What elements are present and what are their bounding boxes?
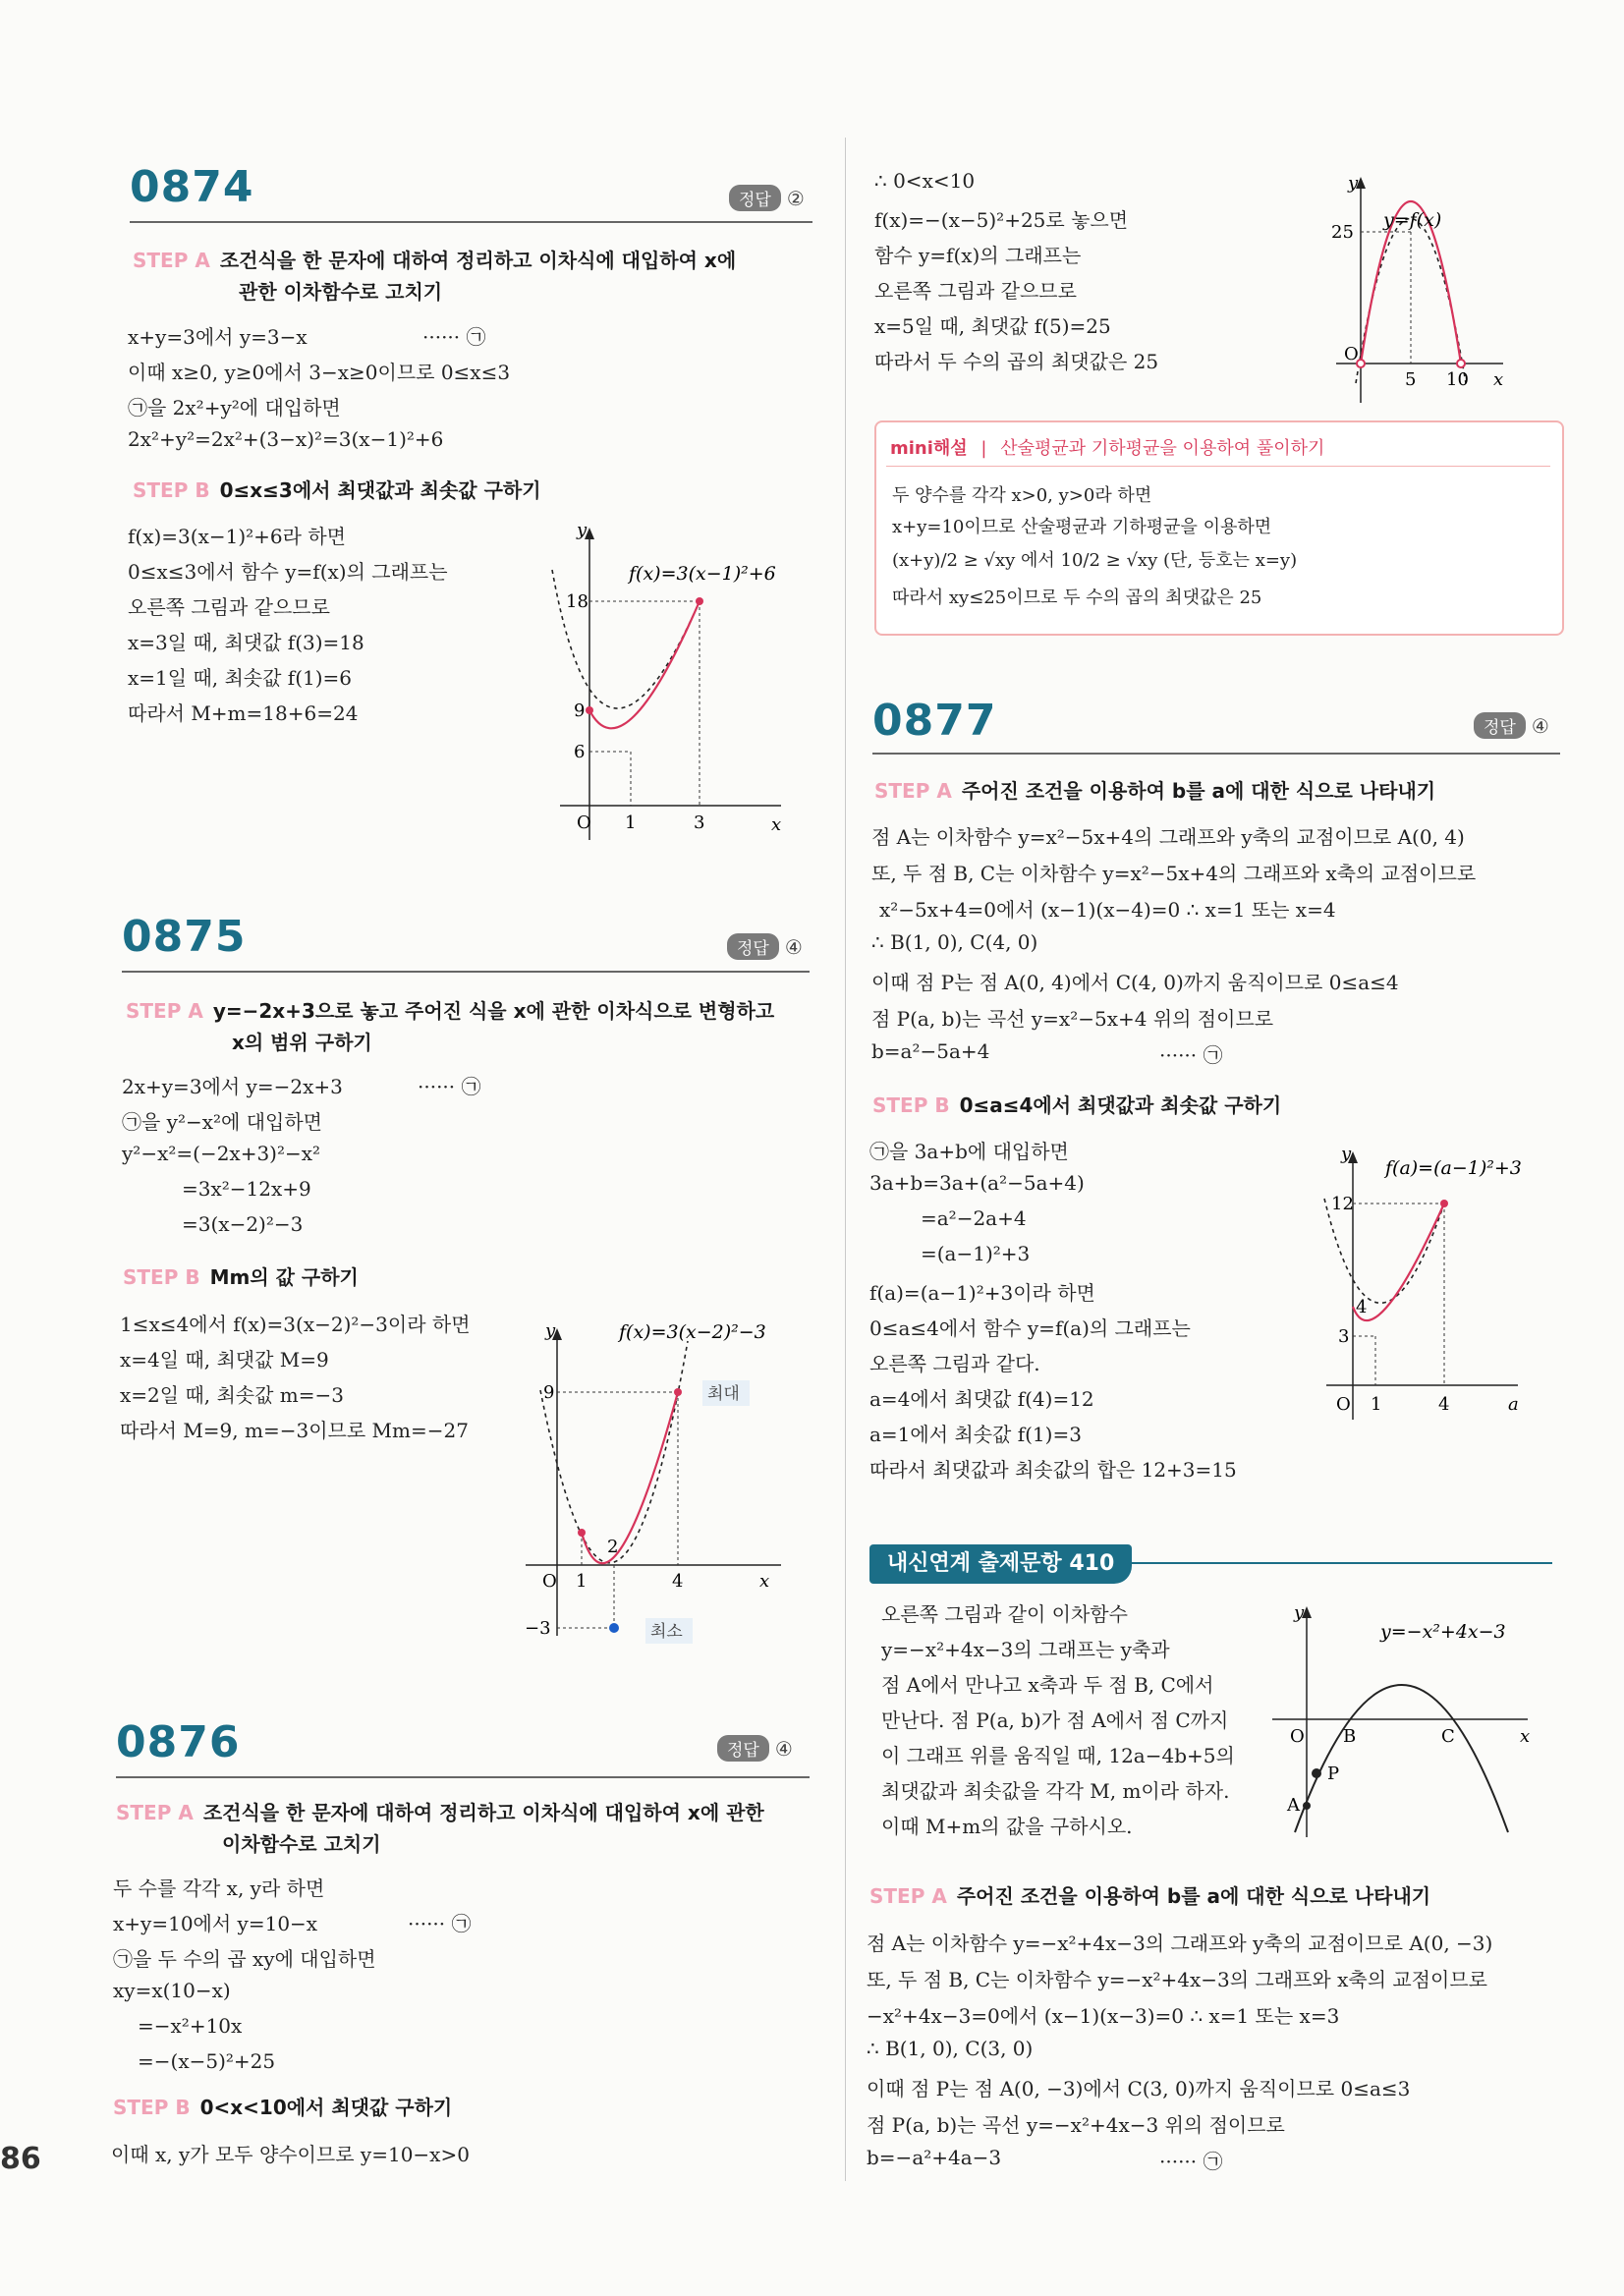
function-label: f(a)=(a−1)²+3 — [1385, 1157, 1522, 1179]
function-label: y=−x²+4x−3 — [1380, 1621, 1506, 1643]
text-line: x+y=3에서 y=3−x — [128, 325, 308, 349]
question-line: 점 A에서 만나고 x축과 두 점 B, C에서 — [881, 1673, 1214, 1697]
text-line: b=−a²+4a−3 — [867, 2146, 1002, 2169]
max-label: 최대 — [707, 1384, 740, 1404]
text-line: =−x²+10x — [138, 2014, 243, 2038]
step-label: STEP A — [869, 1884, 947, 1908]
tick-2: 2 — [607, 1537, 619, 1557]
tick-4x: 4 — [1438, 1394, 1450, 1415]
text-line: x=3일 때, 최댓값 f(3)=18 — [128, 631, 364, 654]
equation-marker: ······ ㉠ — [408, 1912, 472, 1935]
mini-line: (x+y)/2 ≥ √xy 에서 10/2 ≥ √xy (단, 등호는 x=y) — [892, 550, 1298, 571]
step-b-0876 — [113, 2093, 452, 2123]
step-label: STEP A — [116, 1801, 194, 1824]
step-label: STEP B — [113, 2096, 191, 2119]
text-line: =(a−1)²+3 — [921, 1242, 1031, 1265]
step-b-0875 — [123, 1262, 359, 1293]
tick-3: 3 — [1338, 1326, 1350, 1347]
text-line: =a²−2a+4 — [921, 1206, 1027, 1230]
mini-line: 따라서 xy≤25이므로 두 수의 곱의 최댓값은 25 — [892, 588, 1262, 608]
tick-4: 4 — [1356, 1297, 1368, 1317]
answer-tag: 정답 — [727, 933, 779, 960]
text-line: x=2일 때, 최솟값 m=−3 — [120, 1383, 344, 1407]
text-line: 따라서 M+m=18+6=24 — [128, 701, 359, 725]
answer-0876 — [717, 1735, 793, 1762]
x-label: a — [1508, 1394, 1519, 1415]
problem-number-0875: 0875 — [122, 912, 247, 962]
label-a: A — [1287, 1795, 1300, 1816]
text-line: 이때 x, y가 모두 양수이므로 y=10−x>0 — [111, 2143, 470, 2166]
mini-line: 두 양수를 각각 x>0, y>0라 하면 — [892, 485, 1152, 506]
text-line: 2x+y=3에서 y=−2x+3 — [122, 1075, 343, 1098]
text-line: ∴ B(1, 0), C(4, 0) — [871, 930, 1038, 954]
text-line: 점 A는 이차함수 y=x²−5x+4의 그래프와 y축의 교점이므로 A(0, 4) — [871, 825, 1465, 849]
text-line: −x²+4x−3=0에서 (x−1)(x−3)=0 ∴ x=1 또는 x=3 — [867, 2004, 1340, 2028]
text-line: 따라서 최댓값과 최솟값의 합은 12+3=15 — [869, 1458, 1237, 1482]
text-line: b=a²−5a+4 — [871, 1039, 990, 1063]
text-line: xy=x(10−x) — [113, 1979, 231, 2002]
step-title: 0≤a≤4에서 최댓값과 최솟값 구하기 — [959, 1093, 1282, 1117]
answer-tag: 정답 — [717, 1735, 769, 1762]
origin-label: O — [542, 1571, 557, 1592]
step-title: 주어진 조건을 이용하여 b를 a에 대한 식으로 나타내기 — [961, 779, 1436, 803]
y-label: y — [577, 520, 588, 540]
max-point — [674, 1388, 682, 1396]
step-b-0874 — [133, 476, 541, 506]
mini-solution-subtitle: 산술평균과 기하평균을 이용하여 풀이하기 — [1000, 438, 1325, 459]
origin-label: O — [577, 812, 591, 833]
answer-value: ④ — [774, 1737, 793, 1761]
graph-0875 — [501, 1312, 825, 1646]
text-line: 2x²+y²=2x²+(3−x)²=3(x−1)²+6 — [128, 427, 444, 451]
mini-solution-box — [874, 420, 1564, 636]
step-title: y=−2x+3으로 놓고 주어진 식을 x에 관한 이차식으로 변형하고 — [212, 999, 775, 1023]
text-line: x²−5x+4=0에서 (x−1)(x−4)=0 ∴ x=1 또는 x=4 — [879, 898, 1336, 922]
function-label: f(x)=3(x−1)²+6 — [629, 563, 776, 585]
text-line: f(a)=(a−1)²+3이라 하면 — [869, 1281, 1095, 1305]
label-c: C — [1441, 1726, 1455, 1747]
question-line: 최댓값과 최솟값을 각각 M, m이라 하자. — [881, 1779, 1230, 1803]
tick-1: 1 — [576, 1571, 588, 1592]
step-a-0875-cont: x의 범위 구하기 — [232, 1031, 372, 1054]
step-label: STEP A — [133, 249, 210, 272]
title-rule — [130, 221, 812, 223]
naesin-badge: 내신연계 출제문항 410 — [869, 1544, 1132, 1584]
step-a-naesin — [869, 1881, 1430, 1912]
text-line: =3x²−12x+9 — [182, 1177, 311, 1201]
function-label: y=f(x) — [1383, 209, 1442, 231]
tick-10: 10 — [1446, 369, 1469, 390]
origin-label: O — [1344, 344, 1359, 364]
answer-0874 — [729, 185, 805, 211]
tick-1: 1 — [1371, 1394, 1382, 1415]
title-rule — [116, 1776, 810, 1778]
mini-solution-title: mini해설 — [890, 438, 968, 459]
mini-divider — [886, 466, 1550, 467]
tick-12: 12 — [1331, 1194, 1354, 1214]
y-label: y — [1294, 1602, 1305, 1623]
text-line: 두 수를 각각 x, y라 하면 — [113, 1876, 325, 1900]
origin-label: O — [1290, 1726, 1305, 1747]
text-line: 0≤x≤3에서 함수 y=f(x)의 그래프는 — [128, 560, 448, 584]
y-label: y — [545, 1320, 556, 1341]
answer-tag: 정답 — [729, 185, 781, 211]
answer-value: ② — [786, 187, 805, 210]
step-label: STEP B — [133, 478, 210, 502]
page-number: 86 — [0, 2142, 41, 2176]
graph-0874 — [531, 516, 825, 845]
step-label: STEP B — [123, 1265, 200, 1289]
equation-marker: ······ ㉠ — [1159, 2150, 1223, 2173]
answer-tag: 정답 — [1474, 712, 1526, 739]
answer-value: ④ — [784, 935, 803, 959]
equation-marker: ······ ㉠ — [422, 325, 486, 349]
text-line: 함수 y=f(x)의 그래프는 — [874, 244, 1082, 267]
x-label: x — [1493, 369, 1504, 390]
answer-0877 — [1474, 712, 1549, 739]
text-line: 따라서 M=9, m=−3이므로 Mm=−27 — [120, 1419, 469, 1442]
text-line: ㉠을 3a+b에 대입하면 — [869, 1140, 1069, 1163]
text-line: ㉠을 두 수의 곱 xy에 대입하면 — [113, 1947, 376, 1971]
text-line: ∴ 0<x<10 — [874, 169, 976, 193]
step-title: 조건식을 한 문자에 대하여 정리하고 이차식에 대입하여 x에 — [219, 249, 737, 272]
step-title: 주어진 조건을 이용하여 b를 a에 대한 식으로 나타내기 — [956, 1884, 1431, 1908]
point-p — [1312, 1768, 1321, 1778]
curve-solid — [582, 1392, 678, 1563]
text-line: f(x)=3(x−1)²+6라 하면 — [128, 525, 346, 548]
tick-9: 9 — [574, 700, 586, 721]
step-a-0874 — [133, 246, 736, 276]
text-line: f(x)=−(x−5)²+25로 놓으면 — [874, 208, 1129, 232]
title-rule — [122, 971, 810, 973]
step-label: STEP A — [874, 779, 952, 803]
text-line: x=4일 때, 최댓값 M=9 — [120, 1348, 329, 1372]
tick-5: 5 — [1405, 369, 1417, 390]
text-line: 이때 점 P는 점 A(0, 4)에서 C(4, 0)까지 움직이므로 0≤a≤4 — [871, 971, 1399, 994]
y-label: y — [1341, 1144, 1352, 1164]
start-point — [578, 1529, 586, 1537]
tick-18: 18 — [566, 591, 588, 612]
step-label: STEP A — [126, 999, 203, 1023]
text-line: x+y=10에서 y=10−x — [113, 1912, 318, 1935]
x-label: x — [759, 1571, 770, 1592]
tick-4: 4 — [672, 1571, 684, 1592]
text-line: 이때 x≥0, y≥0에서 3−x≥0이므로 0≤x≤3 — [128, 361, 511, 384]
question-line: 오른쪽 그림과 같이 이차함수 — [881, 1602, 1128, 1626]
step-title: 조건식을 한 문자에 대하여 정리하고 이차식에 대입하여 x에 관한 — [202, 1801, 764, 1824]
tick-6: 6 — [574, 742, 586, 762]
step-a-0876 — [116, 1798, 764, 1828]
label-p: P — [1327, 1764, 1340, 1784]
text-line: x=5일 때, 최댓값 f(5)=25 — [874, 314, 1111, 338]
y-label: y — [1348, 173, 1359, 194]
text-line: 또, 두 점 B, C는 이차함수 y=−x²+4x−3의 그래프와 x축의 교점이므로 — [867, 1968, 1487, 1991]
step-b-0877 — [872, 1091, 1281, 1121]
text-line: a=4에서 최댓값 f(4)=12 — [869, 1387, 1094, 1411]
step-title: 0<x<10에서 최댓값 구하기 — [199, 2096, 453, 2119]
x-label: x — [771, 814, 782, 835]
tick-3: 3 — [694, 812, 705, 833]
mini-solution-header: mini해설 | 산술평균과 기하평균을 이용하여 풀이하기 — [890, 438, 1325, 459]
step-a-0874-cont: 관한 이차함수로 고치기 — [239, 280, 443, 304]
problem-number-0877: 0877 — [872, 696, 997, 746]
graph-0877 — [1297, 1140, 1562, 1425]
label-b: B — [1343, 1726, 1357, 1747]
tick-minus-3: −3 — [525, 1618, 551, 1639]
mini-line: x+y=10이므로 산술평균과 기하평균을 이용하면 — [892, 517, 1272, 537]
column-divider — [845, 138, 846, 2181]
text-line: 3a+b=3a+(a²−5a+4) — [869, 1171, 1085, 1195]
answer-0875 — [727, 933, 803, 960]
naesin-rule — [1130, 1562, 1552, 1564]
step-title: 0≤x≤3에서 최댓값과 최솟값 구하기 — [219, 478, 541, 502]
question-line: 만난다. 점 P(a, b)가 점 A에서 점 C까지 — [881, 1708, 1229, 1732]
question-line: y=−x²+4x−3의 그래프는 y축과 — [881, 1638, 1170, 1661]
step-title: Mm의 값 구하기 — [209, 1265, 359, 1289]
title-rule — [872, 753, 1560, 755]
text-line: ㉠을 2x²+y²에 대입하면 — [128, 396, 341, 420]
graph-naesin — [1262, 1596, 1557, 1842]
question-line: 이때 M+m의 값을 구하시오. — [881, 1815, 1133, 1838]
text-line: a=1에서 최솟값 f(1)=3 — [869, 1423, 1082, 1446]
curve-solid — [589, 601, 700, 728]
step-a-0875 — [126, 996, 774, 1027]
origin-label: O — [1336, 1394, 1351, 1415]
tick-25: 25 — [1331, 222, 1354, 243]
text-line: 점 A는 이차함수 y=−x²+4x−3의 그래프와 y축의 교점이므로 A(0, −3) — [867, 1932, 1493, 1955]
curve-dashed — [540, 1341, 688, 1563]
function-label: f(x)=3(x−2)²−3 — [619, 1321, 766, 1343]
text-line: ∴ B(1, 0), C(3, 0) — [867, 2037, 1034, 2060]
text-line: 1≤x≤4에서 f(x)=3(x−2)²−3이라 하면 — [120, 1313, 471, 1336]
parabola — [1295, 1685, 1508, 1832]
tick-9: 9 — [543, 1382, 555, 1403]
y-intercept-point — [586, 706, 593, 714]
text-line: 점 P(a, b)는 곡선 y=−x²+4x−3 위의 점이므로 — [867, 2113, 1285, 2137]
graph-0876 — [1316, 167, 1533, 408]
max-point — [696, 597, 703, 605]
tick-1: 1 — [625, 812, 637, 833]
text-line: 오른쪽 그림과 같으므로 — [874, 279, 1077, 303]
text-line: =3(x−2)²−3 — [182, 1212, 304, 1236]
text-line: 이때 점 P는 점 A(0, −3)에서 C(3, 0)까지 움직이므로 0≤a≤3 — [867, 2077, 1411, 2100]
text-line: =−(x−5)²+25 — [138, 2049, 276, 2073]
open-endpoint-right — [1457, 360, 1465, 367]
answer-value: ④ — [1531, 714, 1549, 738]
text-line: 오른쪽 그림과 같다. — [869, 1352, 1040, 1375]
max-point — [1440, 1200, 1448, 1207]
min-point — [609, 1623, 619, 1633]
question-line: 이 그래프 위를 움직일 때, 12a−4b+5의 — [881, 1744, 1235, 1767]
text-line: 점 P(a, b)는 곡선 y=x²−5x+4 위의 점이므로 — [871, 1007, 1274, 1031]
step-a-0877 — [874, 776, 1435, 807]
step-label: STEP B — [872, 1093, 950, 1117]
text-line: y²−x²=(−2x+3)²−x² — [122, 1142, 321, 1165]
equation-marker: ······ ㉠ — [1159, 1043, 1223, 1067]
min-label: 최소 — [650, 1622, 683, 1642]
problem-number-0874: 0874 — [130, 162, 254, 212]
text-line: 또, 두 점 B, C는 이차함수 y=x²−5x+4의 그래프와 x축의 교점이므로 — [871, 862, 1477, 885]
point-a — [1303, 1802, 1311, 1810]
text-line: ㉠을 y²−x²에 대입하면 — [122, 1110, 323, 1134]
x-label: x — [1520, 1726, 1531, 1747]
text-line: 오른쪽 그림과 같으므로 — [128, 595, 330, 619]
step-a-0876-cont: 이차함수로 고치기 — [222, 1832, 381, 1856]
problem-number-0876: 0876 — [116, 1717, 241, 1767]
text-line: 따라서 두 수의 곱의 최댓값은 25 — [874, 350, 1159, 373]
equation-marker: ······ ㉠ — [418, 1075, 481, 1098]
text-line: x=1일 때, 최솟값 f(1)=6 — [128, 666, 353, 690]
text-line: 0≤a≤4에서 함수 y=f(a)의 그래프는 — [869, 1316, 1191, 1340]
